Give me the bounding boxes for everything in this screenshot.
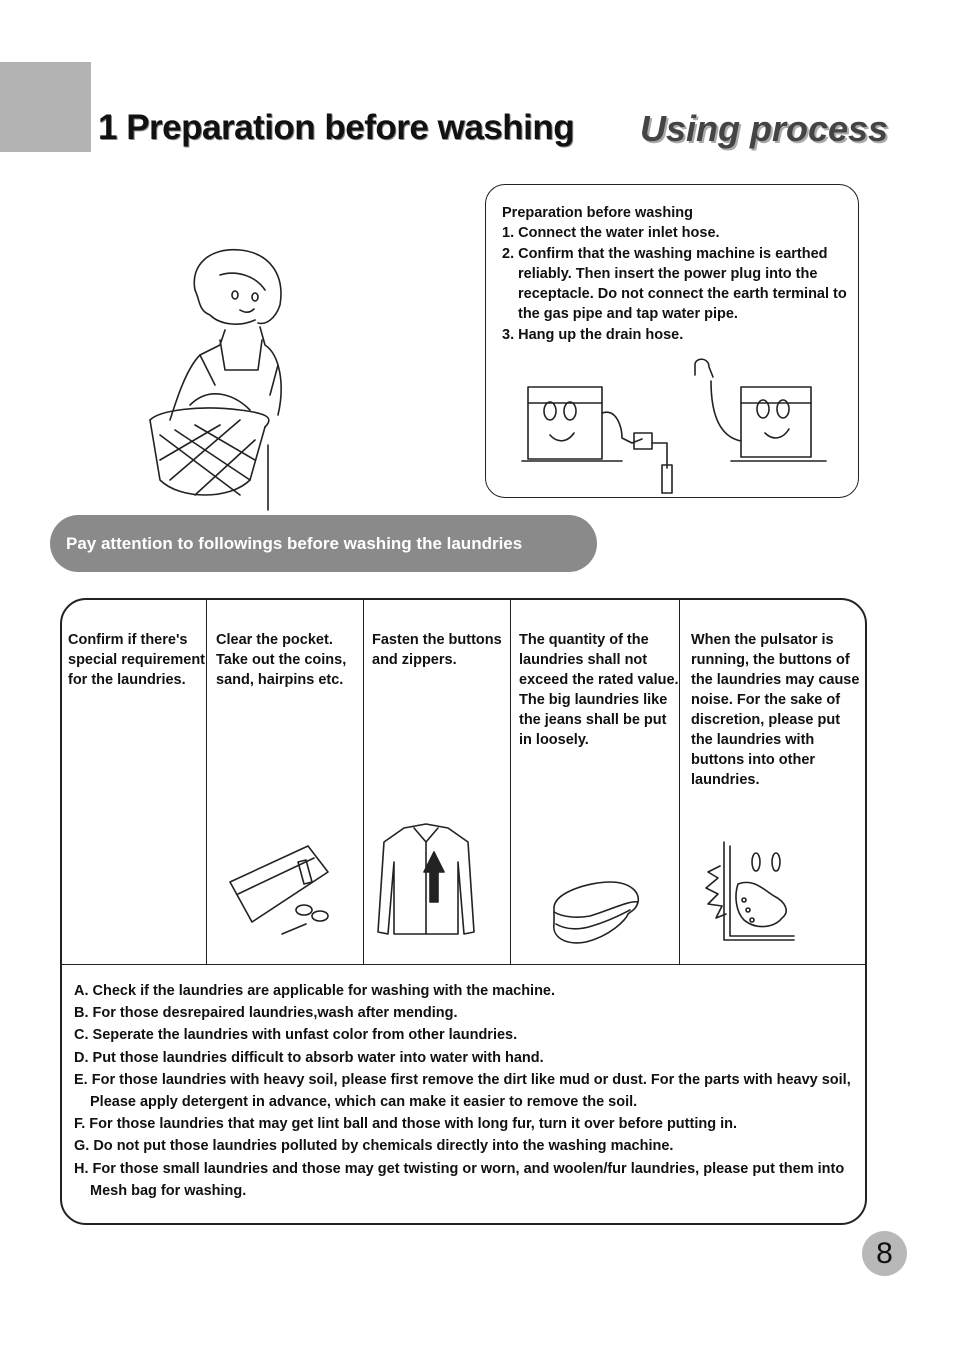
section-tab-block (0, 62, 91, 152)
note-g: G. Do not put those laundries polluted by chemicals directly into the washing machine. (74, 1138, 674, 1155)
prep-heading: Preparation before washing (502, 205, 693, 221)
table-cell-clear-pocket: Clear the pocket. Take out the coins, sand, hairpins etc. (216, 632, 347, 688)
folded-laundry-illustration (550, 880, 642, 950)
table-cell-fasten-buttons: Fasten the buttons and zippers. (372, 632, 502, 668)
column-divider (510, 600, 511, 964)
preparation-info-box (485, 184, 859, 498)
prep-item-1: 1. Connect the water inlet hose. (502, 225, 720, 242)
prep-item-3: 3. Hang up the drain hose. (502, 326, 684, 343)
column-divider (363, 600, 364, 964)
note-a: A. Check if the laundries are applicable for washing with the machine. (74, 983, 556, 999)
note-c: C. Seperate the laundries with unfast color from other laundries. (74, 1027, 518, 1044)
row-divider (62, 964, 867, 965)
table-cell-special-requirement: Confirm if there's special requirement for the laundries. (68, 632, 205, 688)
washing-machine-hose-illustration (691, 357, 831, 477)
table-cell-quantity: The quantity of the laundries shall not exceed the rated value. The big laundries like the jeans shall be put in loosely. (519, 632, 679, 748)
note-d: D. Put those laundries difficult to absorb water into water with hand. (74, 1049, 544, 1066)
prep-item-2: 2. Confirm that the washing machine is earthed reliably. Then insert the power plug into the receptacle. Do not connect the earth terminal to the gas pipe and tap water pipe. (502, 245, 847, 323)
column-divider (679, 600, 680, 964)
note-b: B. For those desrepaired laundries,wash after mending. (74, 1005, 458, 1022)
washing-machine-plug-illustration (522, 373, 672, 493)
notes-list (74, 980, 864, 1202)
pulsator-noise-illustration (704, 840, 804, 950)
page-title: 1 Preparation before washing (98, 108, 575, 147)
laundry-check-table (60, 598, 867, 1225)
note-h: H. For those small laundries and those may get twisting or worn, and woolen/fur laundries, please put them into Mesh bag for washing. (74, 1160, 845, 1199)
note-f: F. For those laundries that may get lint ball and those with long fur, turn it over before putting in. (74, 1116, 737, 1133)
table-cell-pulsator-noise: When the pulsator is running, the buttons of the laundries may cause noise. For the sake of discretion, please put the laundries with buttons into other laundries. (691, 632, 860, 788)
woman-with-basket-illustration (140, 245, 290, 510)
section-subtitle: Using process (640, 108, 889, 149)
notice-banner: Pay attention to followings before washing the laundries (50, 515, 597, 572)
shirt-zipper-illustration (376, 822, 476, 937)
note-e: E. For those laundries with heavy soil, please first remove the dirt like mud or dust. For the parts with heavy soil, Please apply detergent in advance, which can make it easier to remove the soil. (74, 1071, 851, 1111)
column-divider (206, 600, 207, 964)
page-number: 8 (862, 1231, 907, 1276)
pocket-coins-illustration (228, 842, 338, 938)
